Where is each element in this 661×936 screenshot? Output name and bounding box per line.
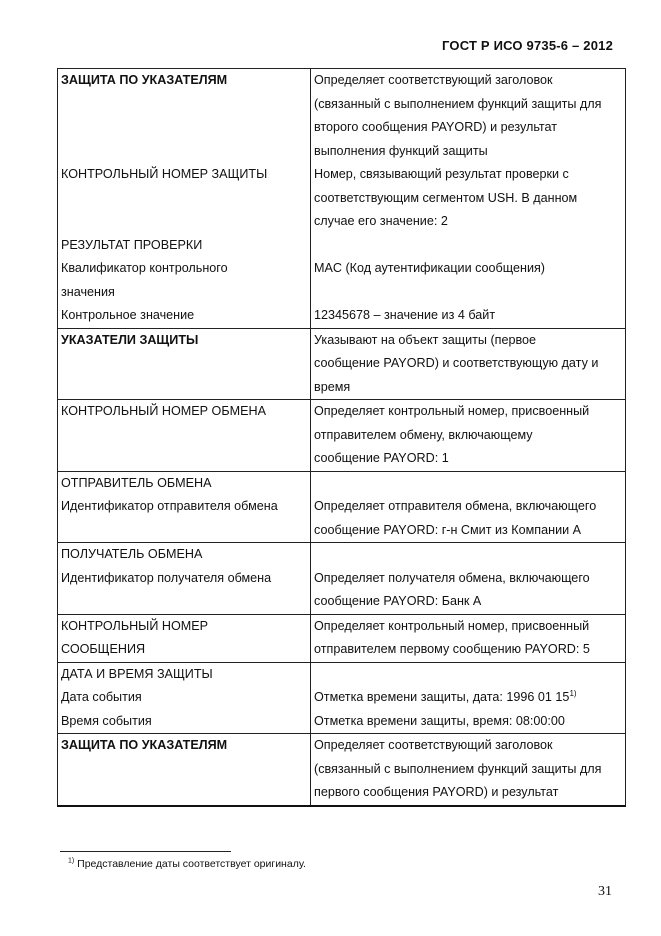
field-description-cell [311, 734, 626, 806]
field-name-cell [58, 662, 311, 734]
field-name: КОНТРОЛЬНЫЙ НОМЕР ОБМЕНА [61, 404, 267, 418]
field-name: ДАТА И ВРЕМЯ ЗАЩИТЫ [61, 666, 213, 681]
document-header: ГОСТ Р ИСО 9735-6 – 2012 [442, 38, 613, 53]
table-row [58, 662, 626, 734]
field-description-cell [311, 471, 626, 543]
field-description: Номер, связывающий результат проверки с [314, 167, 569, 181]
field-name-cell [58, 471, 311, 543]
footnote-reference: 1) [569, 688, 577, 698]
field-name-cell [58, 614, 311, 662]
field-name-cell [58, 543, 311, 615]
field-description: первого сообщения PAYORD) и результат [314, 785, 559, 799]
field-description: сообщение PAYORD) и соответствующую дату и [314, 356, 599, 370]
footnote-mark: 1) [68, 857, 75, 865]
field-description: Определяет соответствующий заголовок [314, 738, 553, 752]
field-description-cell [311, 328, 626, 400]
field-name: КОНТРОЛЬНЫЙ НОМЕР [61, 618, 209, 633]
table-row [58, 734, 626, 806]
table-row [58, 400, 626, 472]
field-description: Определяет получателя обмена, включающего [314, 570, 590, 585]
field-name: УКАЗАТЕЛИ ЗАЩИТЫ [61, 332, 199, 347]
field-name: ЗАЩИТА ПО УКАЗАТЕЛЯМ [61, 73, 228, 87]
footnote [68, 858, 306, 870]
footnote-divider [60, 851, 231, 852]
field-description: отправителем обмену, включающему [314, 427, 533, 442]
field-description: случае его значение: 2 [314, 214, 448, 228]
field-description: время [314, 379, 351, 394]
field-name-cell [58, 734, 311, 806]
field-description: Определяет контрольный номер, присвоенный [314, 618, 590, 633]
field-description: сообщение PAYORD: Банк А [314, 594, 482, 608]
field-description: Определяет отправителя обмена, включающего [314, 499, 597, 513]
field-description-cell [311, 400, 626, 472]
field-description-cell [311, 543, 626, 615]
field-description: Указывают на объект защиты (первое [314, 332, 537, 347]
field-description: Определяет контрольный номер, присвоенный [314, 404, 590, 418]
field-description: отправителем первому сообщению PAYORD: 5 [314, 642, 590, 656]
field-name: Дата события [61, 690, 142, 704]
field-name: Идентификатор получателя обмена [61, 570, 272, 585]
timestamp-date-text: Отметка времени защиты, дата: 1996 01 15 [314, 690, 570, 704]
field-description-cell [311, 614, 626, 662]
field-name: СООБЩЕНИЯ [61, 642, 146, 656]
field-description-cell [311, 662, 626, 734]
field-description-cell [311, 69, 626, 329]
field-description: сообщение PAYORD: 1 [314, 451, 449, 465]
field-name: РЕЗУЛЬТАТ ПРОВЕРКИ [61, 237, 203, 252]
table-row [58, 328, 626, 400]
field-name-cell [58, 328, 311, 400]
table-row [58, 471, 626, 543]
field-name: ПОЛУЧАТЕЛЬ ОБМЕНА [61, 547, 203, 561]
field-name: Время события [61, 713, 152, 728]
footnote-text: Представление даты соответствует оригиналу. [77, 858, 306, 870]
field-description: Определяет соответствующий заголовок [314, 73, 553, 87]
field-name: Идентификатор отправителя обмена [61, 499, 278, 513]
field-name-cell [58, 69, 311, 329]
table-row [58, 69, 626, 329]
field-description: (связанный с выполнением функций защиты для [314, 96, 602, 111]
table-row [58, 543, 626, 615]
field-name: ЗАЩИТА ПО УКАЗАТЕЛЯМ [61, 738, 228, 752]
field-description: Отметка времени защиты, время: 08:00:00 [314, 713, 565, 728]
field-description: сообщение PAYORD: г-н Смит из Компании А [314, 522, 582, 537]
field-description: 12345678 – значение из 4 байт [314, 308, 496, 322]
field-description [314, 686, 622, 710]
field-name-cell [58, 400, 311, 472]
fields-table [57, 68, 626, 807]
field-name: Квалификатор контрольного [61, 261, 228, 275]
field-description: (связанный с выполнением функций защиты для [314, 761, 602, 776]
field-description: второго сообщения PAYORD) и результат [314, 120, 558, 134]
field-name: Контрольное значение [61, 308, 195, 322]
field-description: MAC (Код аутентификации сообщения) [314, 261, 545, 275]
page-number: 31 [598, 884, 612, 899]
field-description: выполнения функций защиты [314, 143, 488, 158]
field-name: ОТПРАВИТЕЛЬ ОБМЕНА [61, 475, 212, 490]
table-row [58, 614, 626, 662]
field-name: КОНТРОЛЬНЫЙ НОМЕР ЗАЩИТЫ [61, 167, 268, 181]
field-description: соответствующим сегментом USH. В данном [314, 190, 578, 205]
field-name: значения [61, 284, 115, 299]
